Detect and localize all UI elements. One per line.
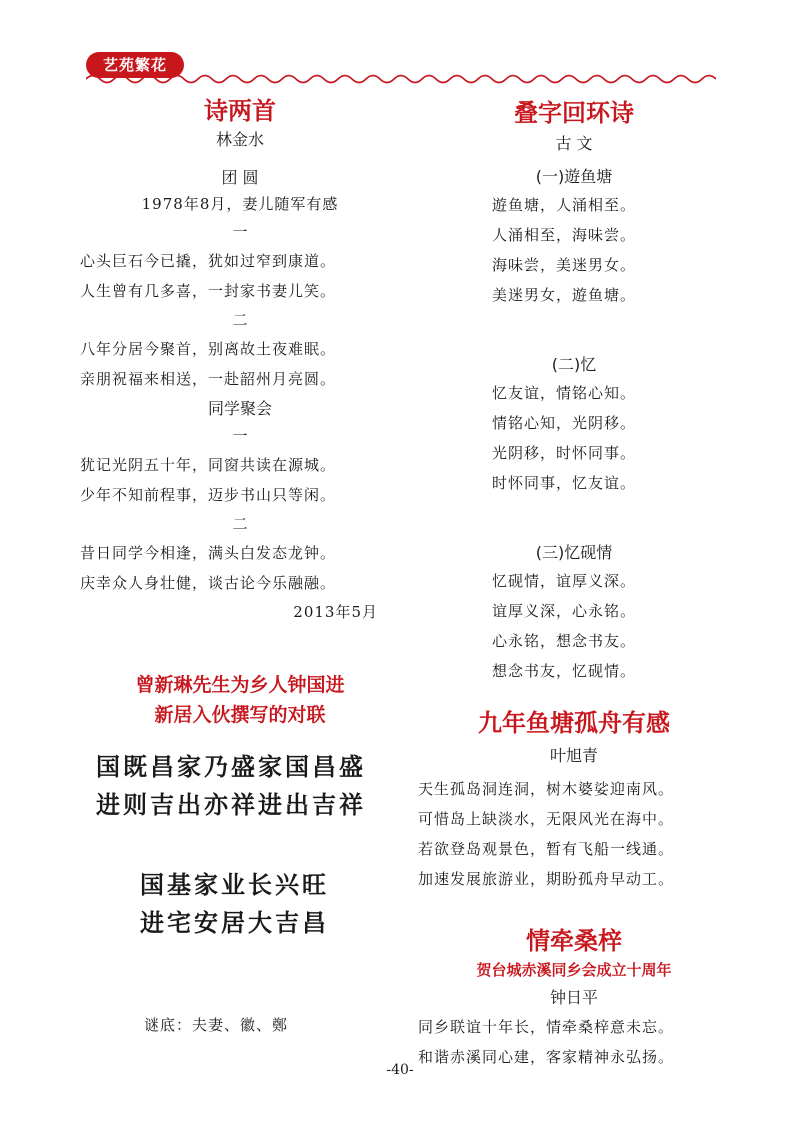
part-label: 二 (232, 311, 248, 329)
poem-line: 若欲登岛观景色，暂有飞船一线通。 (418, 840, 675, 858)
poem-line: 光阴移，时怀同事。 (492, 444, 637, 462)
poem-line: 人涌相至，海味尝。 (492, 226, 637, 244)
poem-line: 亲朋祝福来相送，一赴韶州月亮圆。 (80, 370, 337, 388)
subpoem-note: 1978年8月，妻儿随军有感 (141, 195, 339, 213)
part-label: 一 (232, 223, 248, 241)
decorative-wave-divider (86, 72, 716, 86)
poem-line: 心永铭，想念书友。 (492, 632, 637, 650)
poem-line: 谊厚义深，心永铭。 (492, 602, 637, 620)
poem-title: 叠字回环诗 (514, 99, 634, 127)
poem-line: 想念书友，忆砚情。 (492, 662, 637, 680)
poem-line: 海味尝，美迷男女。 (492, 256, 637, 274)
right-column (418, 96, 730, 1072)
poem-line: 心头巨石今已撬，犹如过窄到康道。 (80, 252, 337, 270)
couplet-title-line: 新居入伙撰写的对联 (154, 704, 326, 726)
poem-line: 少年不知前程事，迈步书山只等闲。 (80, 486, 337, 504)
page-number: -40- (386, 1062, 414, 1078)
poem-line: 天生孤岛洞连洞，树木婆娑迎南风。 (418, 780, 675, 798)
poem-line: 忆友谊，情铭心知。 (492, 384, 637, 402)
couplet-title-line: 曾新琳先生为乡人钟国进 (135, 674, 345, 696)
subpoem-title: 团 圆 (221, 168, 259, 187)
couplet-riddle: 谜底：夫妻、徽、鄭 (144, 1016, 289, 1034)
poem-line: 八年分居今聚首，别离故土夜难眠。 (80, 340, 337, 358)
section-badge: 艺苑繁花 (86, 52, 184, 78)
couplet-line: 进则吉出亦祥进出吉祥 (96, 790, 366, 819)
poem-line: 加速发展旅游业，期盼孤舟早动工。 (418, 870, 675, 888)
poem-title: 九年鱼塘孤舟有感 (478, 709, 670, 737)
poem-author: 叶旭青 (549, 746, 598, 765)
poem-author: 钟日平 (549, 988, 598, 1007)
poem-line: 犹记光阴五十年，同窗共读在源城。 (80, 456, 337, 474)
poem-line: 遊鱼塘，人涌相至。 (492, 196, 637, 214)
part-label: 二 (232, 515, 248, 533)
poem-line: 情铭心知，光阴移。 (492, 414, 637, 432)
subpoem-title: (二)忆 (551, 355, 597, 374)
part-label: 一 (232, 427, 248, 445)
poem-line: 和谐赤溪同心建，客家精神永弘扬。 (418, 1048, 675, 1066)
poem-subtitle: 贺台城赤溪同乡会成立十周年 (476, 961, 672, 979)
poem-line: 时怀同事，忆友谊。 (492, 474, 637, 492)
left-column (80, 96, 400, 1038)
poem-line: 同乡联谊十年长，情牵桑梓意未忘。 (418, 1018, 675, 1036)
couplet-line: 国既昌家乃盛家国昌盛 (96, 752, 366, 781)
poem-title: 诗两首 (204, 97, 276, 125)
poem-line: 可惜岛上缺淡水，无限风光在海中。 (418, 810, 675, 828)
poem-author: 林金水 (215, 130, 264, 149)
poem-line: 人生曾有几多喜，一封家书妻儿笑。 (80, 282, 337, 300)
poem-title: 情牵桑梓 (526, 927, 622, 955)
couplet-line: 国基家业长兴旺 (140, 870, 329, 899)
couplet-line: 进宅安居大吉昌 (140, 908, 329, 937)
poem-line: 庆幸众人身壮健，谈古论今乐融融。 (80, 574, 337, 592)
poem-line: 美迷男女，遊鱼塘。 (492, 286, 637, 304)
subpoem-title: (一)遊鱼塘 (535, 167, 613, 186)
subpoem-title: 同学聚会 (207, 399, 272, 418)
poem-line: 忆砚情，谊厚义深。 (492, 572, 637, 590)
subpoem-title: (三)忆砚情 (535, 543, 613, 562)
poem-line: 昔日同学今相逢，满头白发态龙钟。 (80, 544, 337, 562)
poem-author: 古 文 (555, 134, 593, 153)
poem-date: 2013年5月 (293, 603, 378, 621)
